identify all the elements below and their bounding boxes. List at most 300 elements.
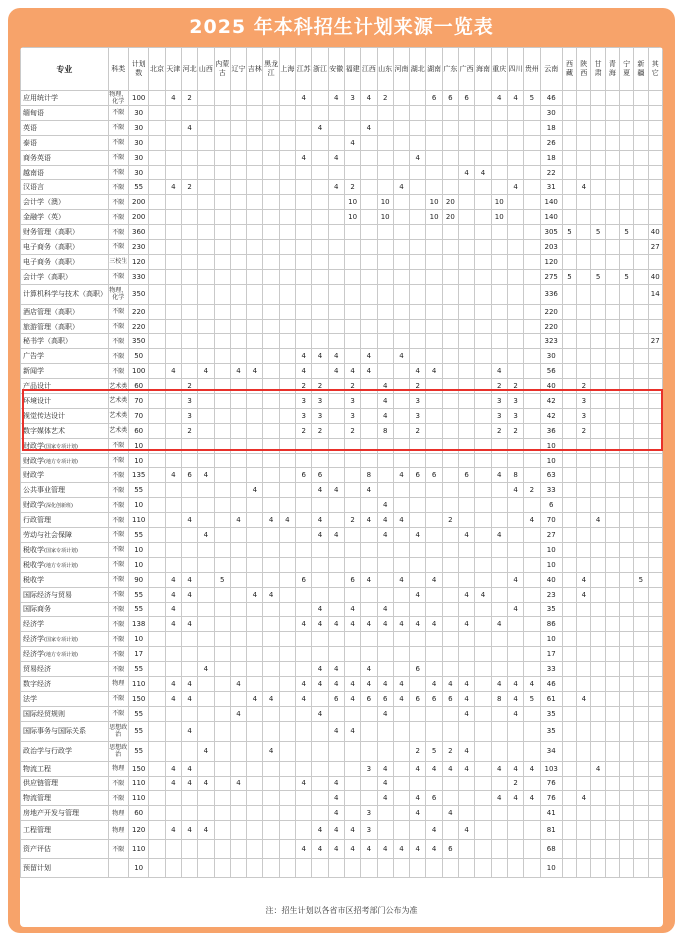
quota-cell bbox=[198, 542, 214, 557]
quota-cell bbox=[214, 150, 230, 165]
table-row bbox=[21, 106, 663, 121]
quota-cell bbox=[605, 254, 619, 269]
quota-cell bbox=[648, 513, 663, 528]
subject-cell: 不限 bbox=[108, 438, 128, 453]
quota-cell bbox=[562, 240, 576, 255]
quota-cell bbox=[619, 349, 633, 364]
quota-cell bbox=[605, 542, 619, 557]
quota-cell: 4 bbox=[328, 483, 344, 498]
quota-cell bbox=[263, 379, 279, 394]
quota-cell bbox=[426, 394, 442, 409]
quota-cell bbox=[591, 334, 605, 349]
quota-cell bbox=[247, 120, 263, 135]
quota-cell bbox=[312, 557, 328, 572]
quota-cell: 40 bbox=[540, 379, 562, 394]
quota-cell bbox=[214, 676, 230, 691]
quota-cell bbox=[296, 334, 312, 349]
quota-cell bbox=[377, 572, 393, 587]
quota-cell bbox=[214, 557, 230, 572]
table-row bbox=[21, 498, 663, 513]
quota-cell bbox=[577, 741, 591, 761]
quota-cell bbox=[361, 225, 377, 240]
quota-cell bbox=[149, 676, 165, 691]
quota-cell bbox=[562, 349, 576, 364]
quota-cell: 4 bbox=[377, 776, 393, 791]
quota-cell bbox=[165, 840, 181, 859]
quota-cell bbox=[181, 859, 197, 878]
quota-cell bbox=[279, 284, 295, 304]
quota-cell: 35 bbox=[540, 706, 562, 721]
quota-cell bbox=[165, 254, 181, 269]
quota-cell bbox=[263, 135, 279, 150]
quota-cell bbox=[312, 647, 328, 662]
quota-cell: 3 bbox=[181, 394, 197, 409]
quota-cell bbox=[605, 706, 619, 721]
subject-cell: 物理、化学 bbox=[109, 91, 128, 105]
quota-cell bbox=[562, 364, 576, 379]
quota-cell: 42 bbox=[540, 394, 562, 409]
major-cell bbox=[21, 453, 109, 468]
quota-cell bbox=[149, 408, 165, 423]
quota-cell bbox=[247, 304, 263, 319]
quota-cell bbox=[475, 721, 491, 741]
quota-cell bbox=[344, 483, 360, 498]
quota-cell bbox=[312, 334, 328, 349]
quota-cell bbox=[475, 806, 491, 821]
quota-cell bbox=[648, 120, 663, 135]
quota-cell bbox=[328, 468, 344, 483]
quota-cell bbox=[214, 859, 230, 878]
quota-cell: 4 bbox=[263, 587, 279, 602]
quota-cell bbox=[475, 791, 491, 806]
quota-cell bbox=[328, 120, 344, 135]
quota-cell: 4 bbox=[410, 840, 426, 859]
quota-cell bbox=[619, 617, 633, 632]
quota-cell bbox=[410, 647, 426, 662]
quota-cell bbox=[507, 150, 523, 165]
quota-cell bbox=[230, 106, 246, 121]
quota-cell bbox=[459, 542, 475, 557]
quota-cell bbox=[263, 225, 279, 240]
quota-cell bbox=[562, 498, 576, 513]
quota-cell bbox=[328, 319, 344, 334]
quota-cell bbox=[312, 859, 328, 878]
quota-cell bbox=[648, 498, 663, 513]
quota-cell: 4 bbox=[361, 617, 377, 632]
quota-cell: 2 bbox=[507, 423, 523, 438]
quota-cell bbox=[634, 498, 648, 513]
quota-cell bbox=[507, 284, 523, 304]
quota-cell: 6 bbox=[181, 468, 197, 483]
quota-cell bbox=[279, 806, 295, 821]
quota-cell bbox=[214, 91, 230, 106]
quota-cell bbox=[562, 632, 576, 647]
quota-cell: 4 bbox=[577, 691, 591, 706]
quota-cell bbox=[198, 761, 214, 776]
quota-cell bbox=[591, 150, 605, 165]
subject-cell: 不限 bbox=[108, 150, 128, 165]
quota-cell bbox=[230, 180, 246, 195]
quota-cell bbox=[591, 676, 605, 691]
quota-cell bbox=[619, 542, 633, 557]
quota-cell bbox=[312, 741, 328, 761]
quota-cell: 27 bbox=[648, 334, 663, 349]
quota-cell bbox=[296, 706, 312, 721]
quota-cell bbox=[442, 120, 458, 135]
table-row bbox=[21, 468, 663, 483]
quota-cell: 4 bbox=[198, 662, 214, 677]
subject-cell: 不限 bbox=[108, 691, 128, 706]
quota-cell bbox=[459, 284, 475, 304]
major-name: 英语 bbox=[23, 123, 37, 132]
quota-cell: 4 bbox=[393, 617, 409, 632]
quota-cell bbox=[577, 91, 591, 106]
quota-cell bbox=[361, 438, 377, 453]
table-row bbox=[21, 254, 663, 269]
quota-cell bbox=[279, 721, 295, 741]
quota-cell bbox=[149, 195, 165, 210]
quota-cell bbox=[591, 453, 605, 468]
quota-cell bbox=[377, 741, 393, 761]
quota-cell bbox=[619, 165, 633, 180]
quota-cell bbox=[605, 408, 619, 423]
quota-cell bbox=[605, 483, 619, 498]
quota-cell bbox=[230, 662, 246, 677]
quota-cell bbox=[344, 498, 360, 513]
quota-cell bbox=[648, 408, 663, 423]
quota-cell: 20 bbox=[442, 210, 458, 225]
quota-cell bbox=[181, 210, 197, 225]
plan-total-cell: 30 bbox=[129, 106, 149, 121]
quota-cell bbox=[328, 706, 344, 721]
table-body bbox=[21, 91, 663, 878]
quota-cell bbox=[491, 120, 507, 135]
quota-cell: 3 bbox=[344, 91, 360, 106]
quota-cell bbox=[181, 319, 197, 334]
major-note: (国家专项计划) bbox=[44, 443, 78, 450]
quota-cell: 40 bbox=[648, 269, 663, 284]
table-row bbox=[21, 662, 663, 677]
quota-cell bbox=[198, 408, 214, 423]
major-cell bbox=[21, 319, 109, 334]
header-province: 西藏 bbox=[562, 48, 576, 91]
quota-cell bbox=[328, 741, 344, 761]
quota-cell bbox=[279, 741, 295, 761]
quota-cell bbox=[524, 587, 540, 602]
quota-cell bbox=[524, 284, 540, 304]
quota-cell: 4 bbox=[377, 840, 393, 859]
quota-cell bbox=[344, 528, 360, 543]
quota-cell: 4 bbox=[442, 676, 458, 691]
quota-cell bbox=[442, 135, 458, 150]
table-row bbox=[21, 721, 663, 741]
quota-cell: 6 bbox=[442, 840, 458, 859]
quota-cell bbox=[410, 706, 426, 721]
quota-cell bbox=[344, 319, 360, 334]
subject-cell: 三校生 bbox=[108, 254, 128, 269]
quota-cell bbox=[491, 706, 507, 721]
quota-cell bbox=[475, 776, 491, 791]
quota-cell: 4 bbox=[491, 617, 507, 632]
quota-cell bbox=[377, 254, 393, 269]
quota-cell: 27 bbox=[648, 240, 663, 255]
quota-cell bbox=[296, 513, 312, 528]
quota-cell bbox=[393, 587, 409, 602]
quota-cell bbox=[475, 240, 491, 255]
quota-cell: 4 bbox=[296, 91, 312, 106]
quota-cell: 4 bbox=[312, 120, 328, 135]
quota-cell bbox=[507, 195, 523, 210]
quota-cell bbox=[296, 741, 312, 761]
quota-cell bbox=[524, 706, 540, 721]
quota-cell: 10 bbox=[491, 195, 507, 210]
quota-cell bbox=[214, 691, 230, 706]
quota-cell bbox=[165, 210, 181, 225]
quota-cell bbox=[198, 304, 214, 319]
quota-cell: 5 bbox=[634, 572, 648, 587]
quota-cell bbox=[648, 483, 663, 498]
quota-cell bbox=[263, 453, 279, 468]
quota-cell: 4 bbox=[591, 513, 605, 528]
quota-cell bbox=[562, 647, 576, 662]
quota-cell: 4 bbox=[507, 706, 523, 721]
quota-cell bbox=[328, 557, 344, 572]
subject-cell: 不限 bbox=[108, 632, 128, 647]
quota-cell bbox=[165, 662, 181, 677]
quota-cell bbox=[442, 225, 458, 240]
table-header-row bbox=[21, 48, 663, 91]
header-province: 甘肃 bbox=[591, 48, 605, 91]
quota-cell: 4 bbox=[524, 513, 540, 528]
quota-cell bbox=[214, 423, 230, 438]
quota-cell bbox=[181, 542, 197, 557]
quota-cell bbox=[410, 349, 426, 364]
quota-cell bbox=[634, 617, 648, 632]
quota-cell bbox=[165, 135, 181, 150]
quota-cell bbox=[361, 791, 377, 806]
quota-cell bbox=[198, 587, 214, 602]
quota-cell: 4 bbox=[491, 528, 507, 543]
quota-cell: 4 bbox=[361, 483, 377, 498]
quota-cell: 4 bbox=[459, 617, 475, 632]
quota-cell bbox=[577, 304, 591, 319]
major-name: 供应链管理 bbox=[23, 779, 58, 788]
quota-cell bbox=[181, 840, 197, 859]
quota-cell bbox=[214, 394, 230, 409]
quota-cell bbox=[344, 254, 360, 269]
quota-cell bbox=[459, 240, 475, 255]
quota-cell bbox=[181, 632, 197, 647]
quota-cell: 4 bbox=[507, 180, 523, 195]
quota-cell bbox=[524, 180, 540, 195]
quota-cell bbox=[263, 791, 279, 806]
quota-cell bbox=[459, 120, 475, 135]
plan-total-cell: 100 bbox=[129, 364, 149, 379]
quota-cell bbox=[507, 513, 523, 528]
quota-cell bbox=[591, 806, 605, 821]
quota-cell bbox=[296, 240, 312, 255]
quota-cell bbox=[312, 438, 328, 453]
quota-cell bbox=[377, 319, 393, 334]
quota-cell bbox=[426, 269, 442, 284]
quota-cell bbox=[328, 438, 344, 453]
quota-cell bbox=[648, 106, 663, 121]
quota-cell bbox=[426, 423, 442, 438]
table-row bbox=[21, 269, 663, 284]
quota-cell bbox=[247, 706, 263, 721]
quota-cell bbox=[634, 706, 648, 721]
subject-cell: 不限 bbox=[108, 165, 128, 180]
quota-cell bbox=[507, 349, 523, 364]
quota-cell bbox=[263, 106, 279, 121]
plan-total-cell: 50 bbox=[129, 349, 149, 364]
quota-cell bbox=[344, 334, 360, 349]
quota-cell: 4 bbox=[410, 150, 426, 165]
quota-cell bbox=[605, 349, 619, 364]
quota-cell bbox=[591, 364, 605, 379]
quota-cell bbox=[634, 691, 648, 706]
quota-cell bbox=[648, 379, 663, 394]
quota-cell bbox=[279, 617, 295, 632]
quota-cell bbox=[263, 319, 279, 334]
quota-cell bbox=[562, 706, 576, 721]
quota-cell bbox=[524, 106, 540, 121]
quota-cell bbox=[591, 106, 605, 121]
quota-cell: 3 bbox=[410, 408, 426, 423]
quota-cell bbox=[475, 572, 491, 587]
quota-cell bbox=[247, 647, 263, 662]
quota-cell bbox=[198, 91, 214, 106]
quota-cell bbox=[230, 423, 246, 438]
quota-cell bbox=[591, 721, 605, 741]
quota-cell: 6 bbox=[426, 468, 442, 483]
quota-cell bbox=[393, 91, 409, 106]
quota-cell bbox=[165, 120, 181, 135]
quota-cell: 4 bbox=[507, 791, 523, 806]
quota-cell bbox=[442, 602, 458, 617]
quota-cell bbox=[507, 498, 523, 513]
quota-cell: 5 bbox=[562, 269, 576, 284]
quota-cell bbox=[230, 791, 246, 806]
quota-cell: 4 bbox=[377, 394, 393, 409]
quota-cell bbox=[393, 195, 409, 210]
quota-cell bbox=[296, 662, 312, 677]
quota-cell: 4 bbox=[344, 602, 360, 617]
quota-cell bbox=[165, 150, 181, 165]
quota-cell: 4 bbox=[165, 180, 181, 195]
quota-cell bbox=[491, 349, 507, 364]
quota-cell bbox=[312, 135, 328, 150]
quota-cell bbox=[149, 647, 165, 662]
header-province: 云南 bbox=[540, 48, 562, 91]
quota-cell bbox=[619, 453, 633, 468]
quota-cell bbox=[198, 106, 214, 121]
quota-cell bbox=[247, 240, 263, 255]
plan-total-cell: 135 bbox=[129, 468, 149, 483]
major-cell bbox=[21, 210, 109, 225]
quota-cell: 4 bbox=[524, 791, 540, 806]
plan-table-panel bbox=[20, 47, 663, 927]
quota-cell: 4 bbox=[377, 408, 393, 423]
header-province: 广西 bbox=[459, 48, 475, 91]
quota-cell: 4 bbox=[361, 662, 377, 677]
quota-cell: 4 bbox=[459, 741, 475, 761]
quota-cell bbox=[591, 468, 605, 483]
quota-cell bbox=[524, 240, 540, 255]
quota-cell bbox=[279, 706, 295, 721]
quota-cell bbox=[263, 304, 279, 319]
quota-cell bbox=[312, 180, 328, 195]
quota-cell bbox=[247, 379, 263, 394]
quota-cell bbox=[328, 587, 344, 602]
quota-cell bbox=[361, 602, 377, 617]
quota-cell bbox=[279, 165, 295, 180]
quota-cell bbox=[263, 761, 279, 776]
quota-cell bbox=[442, 721, 458, 741]
quota-cell bbox=[247, 840, 263, 859]
quota-cell bbox=[230, 721, 246, 741]
quota-cell bbox=[426, 438, 442, 453]
quota-cell bbox=[648, 453, 663, 468]
quota-cell bbox=[230, 225, 246, 240]
quota-cell bbox=[149, 791, 165, 806]
major-name: 财务管理（高职） bbox=[23, 228, 79, 237]
subject-cell: 不限 bbox=[108, 240, 128, 255]
quota-cell bbox=[377, 821, 393, 840]
quota-cell bbox=[279, 602, 295, 617]
quota-cell bbox=[591, 254, 605, 269]
quota-cell bbox=[410, 334, 426, 349]
quota-cell bbox=[181, 791, 197, 806]
quota-cell: 2 bbox=[377, 91, 393, 106]
quota-cell bbox=[475, 319, 491, 334]
quota-cell bbox=[198, 859, 214, 878]
quota-cell bbox=[393, 304, 409, 319]
quota-cell: 10 bbox=[491, 210, 507, 225]
quota-cell bbox=[507, 364, 523, 379]
quota-cell bbox=[214, 662, 230, 677]
quota-cell bbox=[247, 741, 263, 761]
quota-cell: 4 bbox=[181, 572, 197, 587]
quota-cell bbox=[475, 513, 491, 528]
quota-cell bbox=[263, 394, 279, 409]
major-cell bbox=[21, 269, 109, 284]
quota-cell bbox=[442, 483, 458, 498]
quota-cell: 4 bbox=[491, 791, 507, 806]
quota-cell: 5 bbox=[524, 691, 540, 706]
quota-cell: 10 bbox=[540, 453, 562, 468]
quota-cell bbox=[648, 349, 663, 364]
quota-cell bbox=[344, 662, 360, 677]
quota-cell bbox=[263, 408, 279, 423]
quota-cell: 6 bbox=[344, 572, 360, 587]
major-name: 国际经贸规则 bbox=[23, 709, 65, 718]
quota-cell bbox=[619, 513, 633, 528]
major-cell bbox=[21, 106, 109, 121]
quota-cell: 4 bbox=[361, 120, 377, 135]
header-province: 陕西 bbox=[577, 48, 591, 91]
quota-cell bbox=[149, 528, 165, 543]
quota-cell bbox=[524, 453, 540, 468]
quota-cell bbox=[605, 284, 619, 304]
quota-cell: 4 bbox=[198, 528, 214, 543]
quota-cell bbox=[605, 319, 619, 334]
quota-cell bbox=[149, 617, 165, 632]
quota-cell bbox=[619, 150, 633, 165]
quota-cell bbox=[344, 587, 360, 602]
quota-cell bbox=[507, 528, 523, 543]
quota-cell bbox=[263, 120, 279, 135]
